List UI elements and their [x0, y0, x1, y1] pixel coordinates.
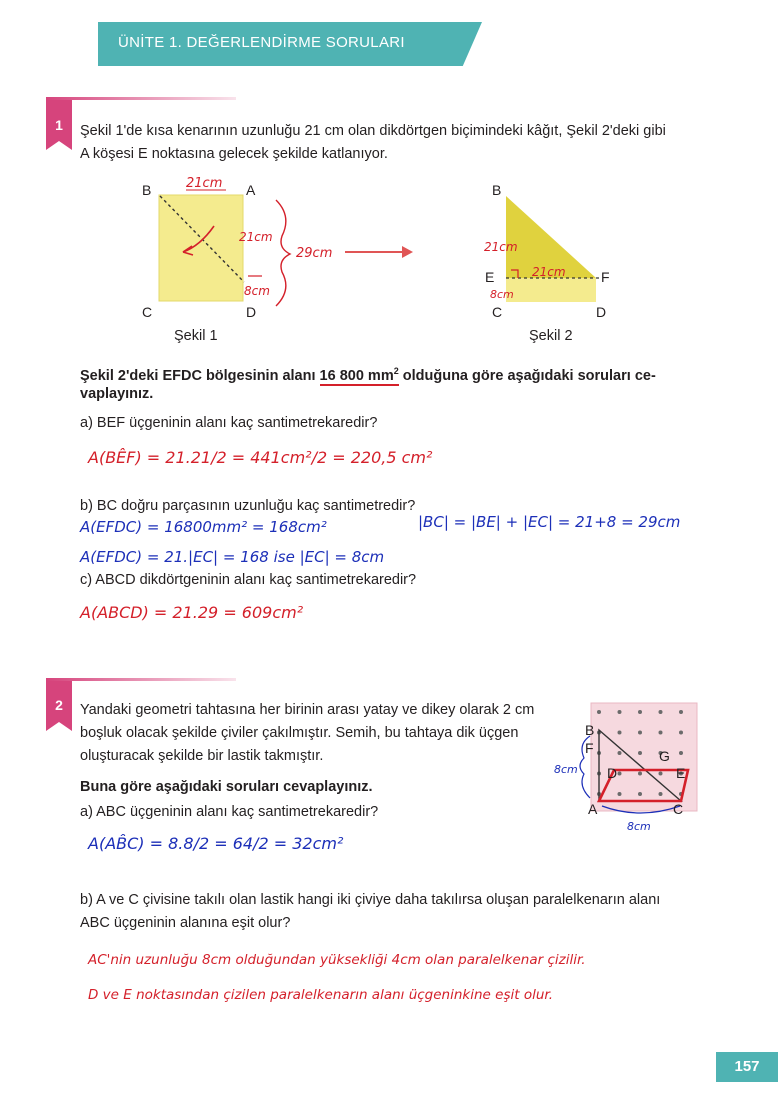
board-peg	[618, 792, 622, 796]
fig1-hw-lower: 8cm	[244, 284, 270, 298]
board-peg	[638, 710, 642, 714]
q2-bold-instruction: Buna göre aşağıdaki soruları cevaplayınız.	[80, 779, 373, 795]
fig2-label-E: E	[485, 269, 495, 285]
board-peg	[638, 751, 642, 755]
q2-text-line2: boşluk olacak şekilde çiviler çakılmıştır. Semih, bu tahtaya dik üçgen	[80, 725, 519, 741]
q1-b-answer1: A(EFDC) = 16800mm² = 168cm²	[80, 518, 327, 536]
board-label-D: D	[607, 765, 618, 781]
board-peg	[679, 731, 683, 735]
fig1-label-C: C	[142, 304, 153, 320]
q1-text-line2: A köşesi E noktasına gelecek şekilde katlanıyor.	[80, 146, 388, 162]
fig2-label-C: C	[492, 304, 503, 320]
q2-a-answer: A(AB̂C) = 8.8/2 = 64/2 = 32cm²	[88, 834, 344, 853]
board-peg	[659, 710, 663, 714]
fig1-hw-upper: 21cm	[239, 230, 273, 244]
board-label-F: F	[585, 740, 594, 756]
board-peg	[659, 792, 663, 796]
q1-a-question: a) BEF üçgeninin alanı kaç santimetrekaredir?	[80, 415, 378, 431]
fig1-hw-total: 29cm	[296, 246, 333, 261]
board-peg	[597, 710, 601, 714]
board-peg	[659, 772, 663, 776]
fig2-hw-ec: 8cm	[490, 288, 514, 301]
fig2-hw-ef: 21cm	[532, 265, 566, 279]
q2-b-question-line1: b) A ve C çivisine takılı olan lastik hangi iki çiviye daha takılırsa oluşan paralelkenarın alanı	[80, 892, 661, 908]
q1-c-answer: A(ABCD) = 21.29 = 609cm²	[80, 603, 304, 622]
board-label-C: C	[673, 801, 684, 817]
q1-bold-instruction: Şekil 2'deki EFDC bölgesinin alanı 16 800 $mm^2$ olduğuna göre aşağıdaki soruları ce-	[80, 366, 656, 384]
q2-b-answer-line2: D ve E noktasından çizilen paralelkenarın alanı üçgeninkine eşit olur.	[88, 987, 553, 1003]
q2-text-line3: oluşturacak şekilde bir lastik takmıştır.	[80, 748, 324, 764]
board-label-B: B	[585, 722, 595, 738]
fig2-caption: Şekil 2	[529, 328, 573, 344]
board-peg	[618, 751, 622, 755]
question-1-number: 1	[55, 117, 63, 133]
board-peg	[618, 772, 622, 776]
q1-bold-instruction-line2: vaplayınız.	[80, 386, 154, 402]
board-label-E: E	[676, 765, 686, 781]
board-peg	[659, 731, 663, 735]
fig1-label-A: A	[246, 182, 256, 198]
fig2-label-D: D	[596, 304, 607, 320]
q2-b-question-line2: ABC üçgeninin alanına eşit olur?	[80, 915, 291, 931]
question-2-number: 2	[55, 697, 63, 713]
q1-b-answer-right: |BC| = |BE| + |EC| = 21+8 = 29cm	[418, 513, 681, 531]
q2-text-line1: Yandaki geometri tahtasına her birinin arası yatay ve dikey olarak 2 cm	[80, 702, 535, 718]
q1-a-answer: A(BÊF) = 21.21/2 = 441cm²/2 = 220,5 cm²	[88, 448, 433, 467]
q1-b-question: b) BC doğru parçasının uzunluğu kaç santimetredir?	[80, 498, 416, 514]
fig1-label-D: D	[246, 304, 257, 320]
board-peg	[638, 772, 642, 776]
fig1-label-B: B	[142, 182, 152, 198]
fig2-label-F: F	[601, 269, 610, 285]
board-peg	[638, 792, 642, 796]
q1-b-answer2: A(EFDC) = 21.|EC| = 168 ise |EC| = 8cm	[80, 548, 385, 566]
board-peg	[618, 731, 622, 735]
page-title: ÜNİTE 1. DEĞERLENDİRME SORULARI	[118, 34, 405, 51]
fig2-label-B: B	[492, 182, 502, 198]
q2-a-question: a) ABC üçgeninin alanı kaç santimetrekaredir?	[80, 804, 379, 820]
fig1-hw-top: 21cm	[186, 176, 223, 191]
board-hw-bottom: 8cm	[627, 820, 651, 833]
page-number: 157	[716, 1052, 778, 1082]
board-label-A: A	[588, 801, 598, 817]
board-peg	[618, 710, 622, 714]
fig1-caption: Şekil 1	[174, 328, 218, 344]
board-label-G: G	[659, 748, 670, 764]
q1-c-question: c) ABCD dikdörtgeninin alanı kaç santimetrekaredir?	[80, 572, 417, 588]
board-peg	[638, 731, 642, 735]
board-peg	[679, 710, 683, 714]
fig2-hw-be: 21cm	[484, 240, 518, 254]
q1-text-line1: Şekil 1'de kısa kenarının uzunluğu 21 cm olan dikdörtgen biçimindeki kâğıt, Şekil 2'deki gibi	[80, 123, 666, 139]
board-hw-side: 8cm	[554, 763, 578, 776]
board-peg	[679, 751, 683, 755]
q2-b-answer-line1: AC'nin uzunluğu 8cm olduğundan yüksekliği 4cm olan paralelkenar çizilir.	[88, 952, 586, 968]
